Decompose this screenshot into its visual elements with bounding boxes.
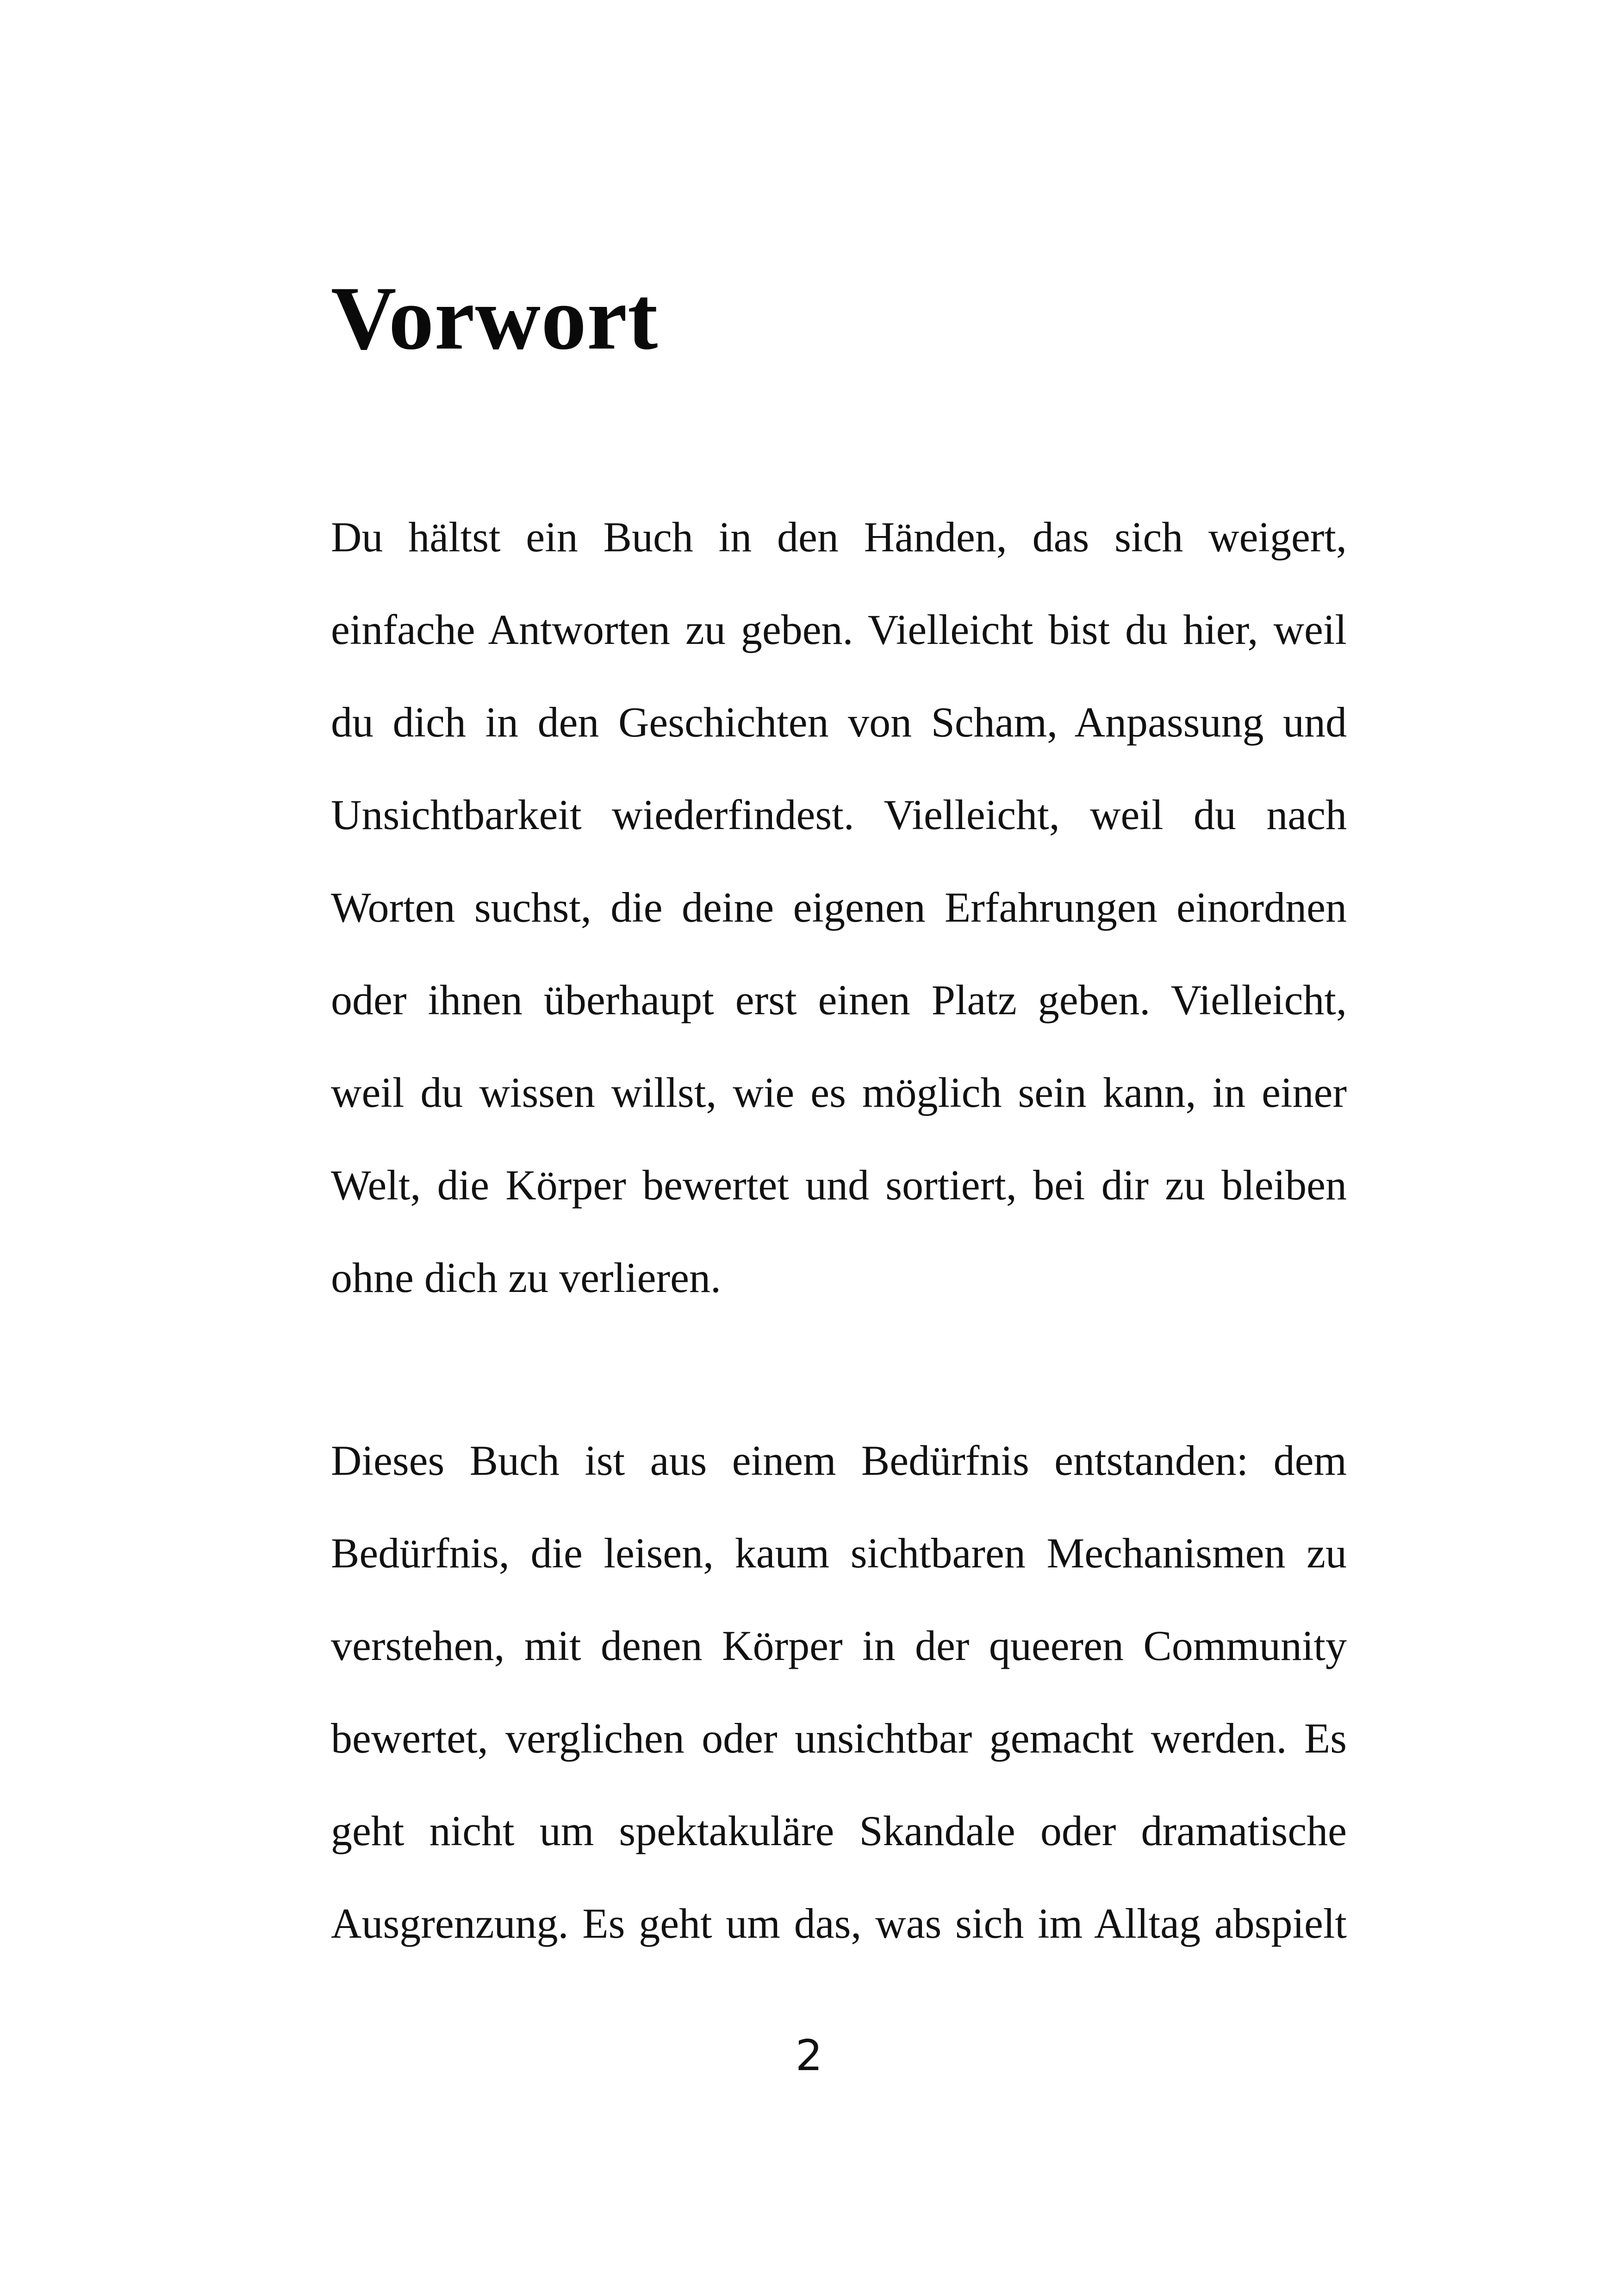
- paragraph-line: Du hältst ein Buch in den Händen, das sich weigert,: [331, 513, 1347, 561]
- page-title: Vorwort: [331, 268, 659, 368]
- paragraph-line: du dich in den Geschichten von Scham, Anpassung und: [331, 699, 1347, 746]
- paragraph-line: geht nicht um spektakuläre Skandale oder dramatische: [331, 1807, 1347, 1854]
- paragraph-line: Dieses Buch ist aus einem Bedürfnis entstanden: dem: [331, 1437, 1347, 1484]
- paragraph-1: [331, 491, 1347, 1324]
- paragraph-line: verstehen, mit denen Körper in der queeren Community: [331, 1622, 1347, 1669]
- paragraph-line: Welt, die Körper bewertet und sortiert, bei dir zu bleiben: [331, 1161, 1347, 1209]
- paragraph-2: [331, 1414, 1347, 1970]
- paragraph-line: oder ihnen überhaupt erst einen Platz geben. Vielleicht,: [331, 976, 1347, 1023]
- paragraph-line: Ausgrenzung. Es geht um das, was sich im Alltag abspielt: [331, 1900, 1347, 1947]
- paragraph-line: ohne dich zu verlieren.: [331, 1254, 721, 1301]
- page-number: 2: [795, 2031, 823, 2080]
- paragraph-line: Unsichtbarkeit wiederfindest. Vielleicht, weil du nach: [331, 791, 1347, 838]
- paragraph-line: weil du wissen willst, wie es möglich sein kann, in einer: [331, 1069, 1347, 1116]
- paragraph-line: Bedürfnis, die leisen, kaum sichtbaren Mechanismen zu: [331, 1529, 1347, 1577]
- paragraph-line: Worten suchst, die deine eigenen Erfahrungen einordnen: [331, 884, 1347, 931]
- paragraph-line: einfache Antworten zu geben. Vielleicht bist du hier, weil: [331, 606, 1347, 653]
- paragraph-line: bewertet, verglichen oder unsichtbar gemacht werden. Es: [331, 1715, 1347, 1762]
